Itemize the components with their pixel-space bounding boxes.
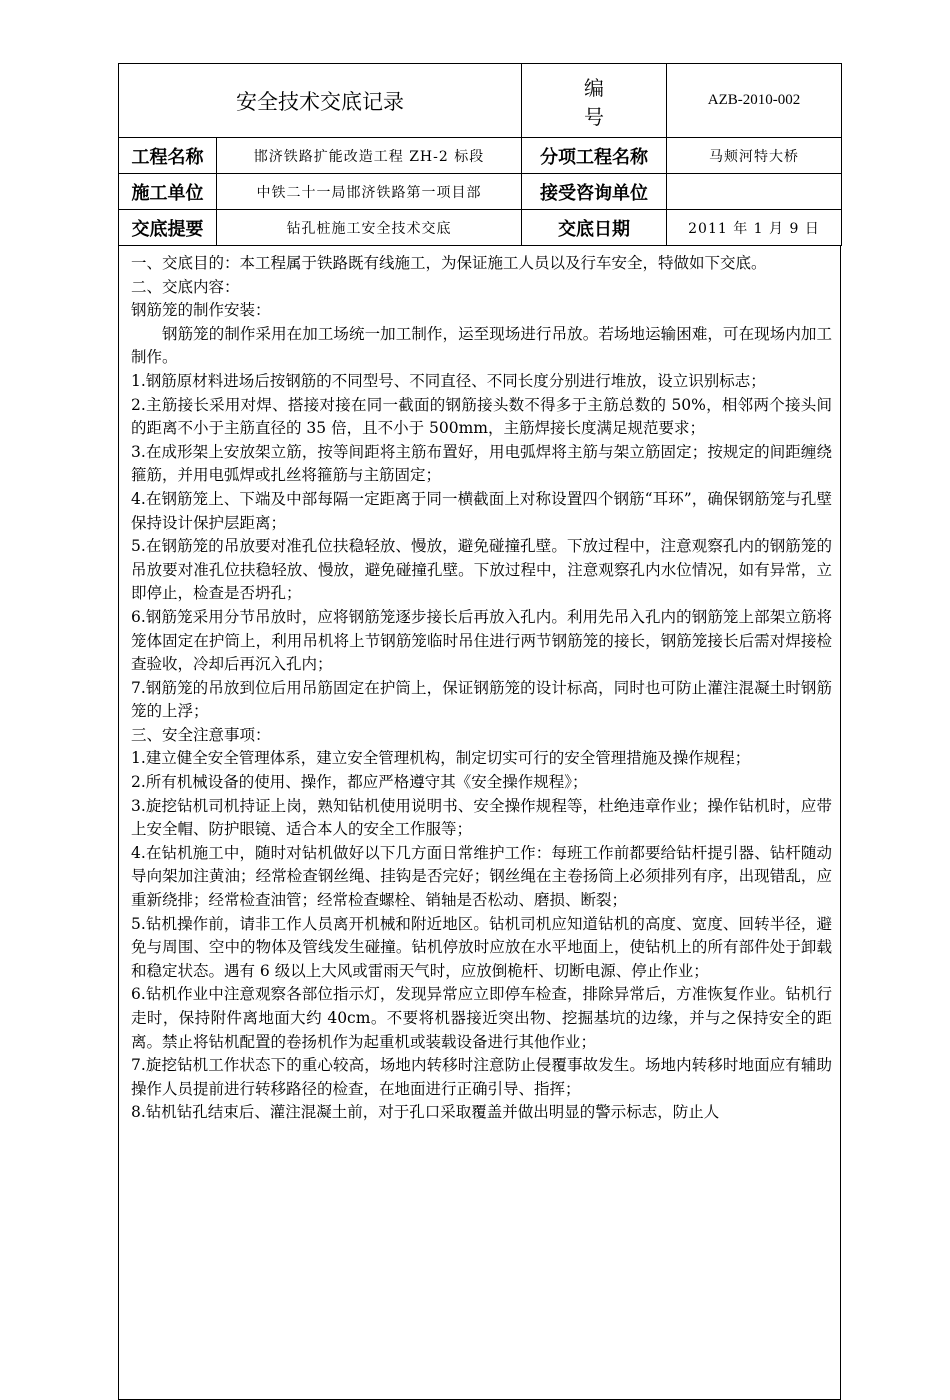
content-item: 2.主筋接长采用对焊、搭接对接在同一截面的钢筋接头数不得多于主筋总数的 50%，相邻两个接头间的距离不小于主筋直径的 35 倍，且不小于 500mm，主筋焊接长度满足规范要求； [131,395,832,438]
safety-item: 7.旋挖钻机工作状态下的重心较高，场地内转移时注意防止侵覆事故发生。场地内转移时地面应有辅助操作人员提前进行转移路径的检查，在地面进行正确引导、指挥； [131,1056,832,1098]
disclosure-record-sheet [118,63,841,1400]
number-label: 编 号 [522,64,667,138]
section-heading: 二、交底内容： [131,277,240,296]
safety-item: 2.所有机械设备的使用、操作，都应严格遵守其《安全操作规程》； [131,773,588,792]
receiving-unit-value [667,174,842,210]
content-item: 5.在钢筋笼的吊放要对准孔位扶稳轻放、慢放，避免碰撞孔壁。下放过程中，注意观察孔内的钢筋笼的吊放要对准孔位扶稳轻放、慢放，避免碰撞孔壁。下放过程中，注意观察孔内水位情况，如有异常，立即停止，检查是否坍孔； [131,537,832,603]
number-value: AZB-2010-002 [667,64,842,138]
date-value: 2011 年 1 月 9 日 [667,210,842,246]
safety-item: 4.在钻机施工中，随时对钻机做好以下几方面日常维护工作：每班工作前都要给钻杆提引器、钻杆随动导向架加注黄油；经常检查钢丝绳、挂钩是否完好；钢丝绳在主卷扬筒上必须排列有序，出现错乱，应重新绕排；经常检查油管；经常检查螺栓、销轴是否松动、磨损、断裂； [131,843,832,910]
content-item: 4.在钢筋笼上、下端及中部每隔一定距离于同一横截面上对称设置四个钢筋“耳环”，确保钢筋笼与孔壁保持设计保护层距离； [131,489,832,532]
summary-label: 交底提要 [119,210,217,246]
content-item: 7.钢筋笼的吊放到位后用吊筋固定在护筒上，保证钢筋笼的设计标高，同时也可防止灌注混凝土时钢筋笼的上浮； [131,678,832,721]
safety-item: 8.钻机钻孔结束后、灌注混凝土前，对于孔口采取覆盖并做出明显的警示标志，防止人 [131,1103,720,1122]
safety-item: 6.钻机作业中注意观察各部位指示灯，发现异常应立即停车检查，排除异常后，方准恢复作业。钻机行走时，保持附件离地面大约 40cm。不要将机器接近突出物、挖掘基坑的边缘，并与之保持安全的距离。禁止将钻机配置的卷扬机作为起重机或装载设备进行其他作业； [131,985,832,1051]
sub-project-value: 马颊河特大桥 [667,138,842,174]
project-name-value: 邯济铁路扩能改造工程 ZH-2 标段 [217,138,522,174]
summary-value: 钻孔桩施工安全技术交底 [217,210,522,246]
date-label: 交底日期 [522,210,667,246]
content-item: 3.在成形架上安放架立筋，按等间距将主筋布置好，用电弧焊将主筋与架立筋固定；按规定的间距缠绕箍筋，并用电弧焊或扎丝将箍筋与主筋固定； [131,442,832,485]
sub-project-label: 分项工程名称 [522,138,667,174]
content-item: 1.钢筋原材料进场后按钢筋的不同型号、不同直径、不同长度分别进行堆放，设立识别标志； [131,371,766,390]
construction-unit-label: 施工单位 [119,174,217,210]
section-heading: 三、安全注意事项： [131,725,271,744]
safety-item: 5.钻机操作前，请非工作人员离开机械和附近地区。钻机司机应知道钻机的高度、宽度、回转半径，避免与周围、空中的物体及管线发生碰撞。钻机停放时应放在水平地面上，使钻机上的所有部件处于卸载和稳定状态。遇有 6 级以上大风或雷雨天气时，应放倒桅杆、切断电源、停止作业； [131,914,832,980]
purpose-paragraph: 一、交底目的：本工程属于铁路既有线施工，为保证施工人员以及行车安全，特做如下交底。 [131,254,767,272]
subsection-heading: 钢筋笼的制作安装： [131,301,271,320]
content-paragraph: 钢筋笼的制作采用在加工场统一加工制作，运至现场进行吊放。若场地运输困难，可在现场内加工制作。 [131,324,832,367]
header-table [118,63,842,246]
content-item: 6.钢筋笼采用分节吊放时，应将钢筋笼逐步接长后再放入孔内。利用先吊入孔内的钢筋笼上部架立筋将笼体固定在护筒上，利用吊机将上节钢筋笼临时吊住进行两节钢筋笼的接长，钢筋笼接长后需对焊接检查验收，冷却后再沉入孔内； [131,607,832,674]
construction-unit-value: 中铁二十一局邯济铁路第一项目部 [217,174,522,210]
safety-item: 3.旋挖钻机司机持证上岗，熟知钻机使用说明书、安全操作规程等，杜绝违章作业；操作钻机时，应带上安全帽、防护眼镜、适合本人的安全工作服等； [131,796,832,839]
safety-item: 1.建立健全安全管理体系，建立安全管理机构，制定切实可行的安全管理措施及操作规程； [131,749,751,768]
project-name-label: 工程名称 [119,138,217,174]
disclosure-content [118,246,841,1400]
receiving-unit-label: 接受咨询单位 [522,174,667,210]
document-title: 安全技术交底记录 [119,64,522,138]
